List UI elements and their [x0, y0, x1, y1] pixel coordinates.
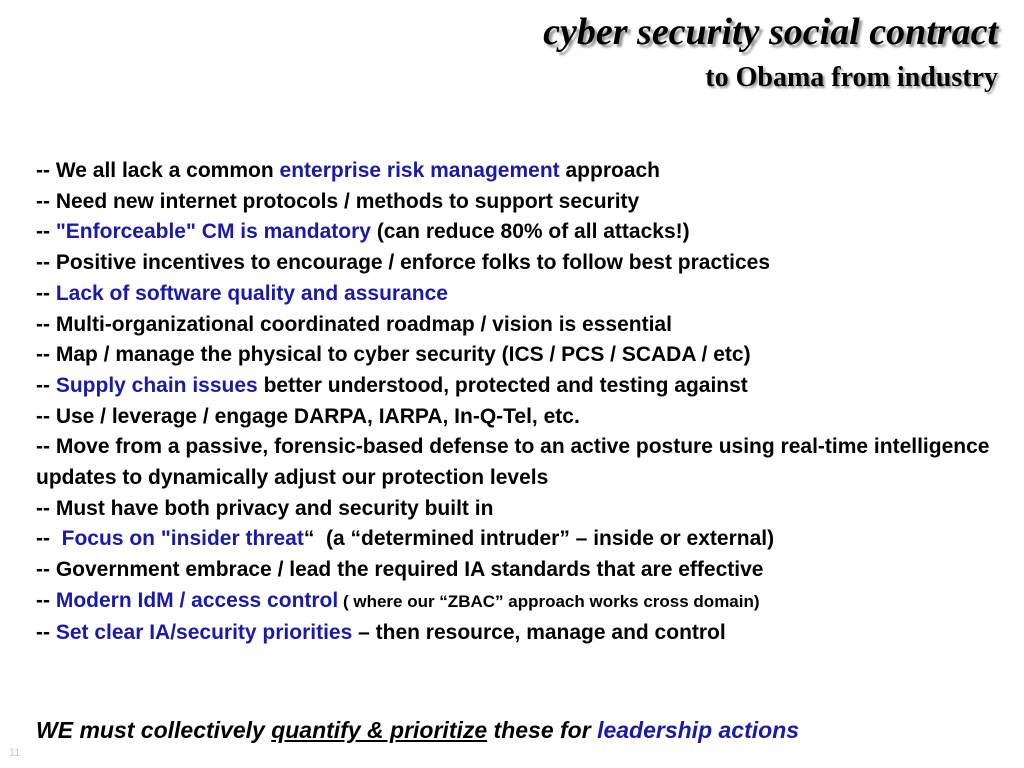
bullet-item: -- Government embrace / lead the required IA standards that are effective [36, 558, 764, 582]
bullet-item: -- We all lack a common enterprise risk management approach [36, 159, 661, 182]
bullet-item: -- Map / manage the physical to cyber security (ICS / PCS / SCADA / etc) [36, 343, 751, 367]
bullet-item: -- "Enforceable" CM is mandatory (can reduce 80% of all attacks!) [36, 220, 690, 244]
bullet-item: -- Set clear IA/security priorities – then resource, manage and control [36, 620, 726, 644]
page-number: 11 [9, 747, 21, 759]
highlight-text: enterprise risk management [279, 159, 560, 182]
bullet-item: -- Lack of software quality and assurance [36, 281, 448, 305]
bullet-item: -- Move from a passive, forensic-based defense to an active posture using real-time intelligence updates to dynamically adjust our protection levels [36, 435, 990, 490]
bullet-item: -- Multi-organizational coordinated roadmap / vision is essential [36, 312, 672, 336]
bullet-item: -- Need new internet protocols / methods to support security [36, 189, 640, 213]
highlight-text: Modern IdM / access control [55, 588, 339, 612]
footer-statement: WE must collectively quantify & prioritize these for leadership actions [36, 717, 800, 743]
underlined-text: quantify & prioritize [271, 717, 488, 743]
bullet-item: -- Modern IdM / access control ( where our “ZBAC” approach works cross domain) [36, 588, 760, 612]
small-note: ( where our “ZBAC” approach works cross domain) [338, 591, 760, 611]
highlight-text: Lack of software quality and assurance [55, 281, 448, 305]
bullet-item: -- Must have both privacy and security built in [36, 496, 494, 520]
slide-subtitle: to Obama from industry [705, 62, 998, 93]
highlight-text: Supply chain issues [55, 373, 258, 397]
bullet-item: -- Positive incentives to encourage / enforce folks to follow best practices [36, 251, 771, 275]
highlight-text: Focus on "insider threat [61, 527, 304, 551]
slide-title: cyber security social contract [543, 11, 998, 53]
highlight-text: "Enforceable" CM is mandatory [55, 220, 371, 244]
bullet-list [36, 156, 1011, 648]
bullet-item: -- Use / leverage / engage DARPA, IARPA, In-Q-Tel, etc. [36, 404, 580, 428]
highlight-text: leadership actions [597, 717, 800, 743]
highlight-text: Set clear IA/security priorities [55, 620, 353, 644]
bullet-item: -- Focus on "insider threat“ (a “determined intruder” – inside or external) [36, 527, 775, 551]
bullet-item: -- Supply chain issues better understood, protected and testing against [36, 373, 748, 397]
